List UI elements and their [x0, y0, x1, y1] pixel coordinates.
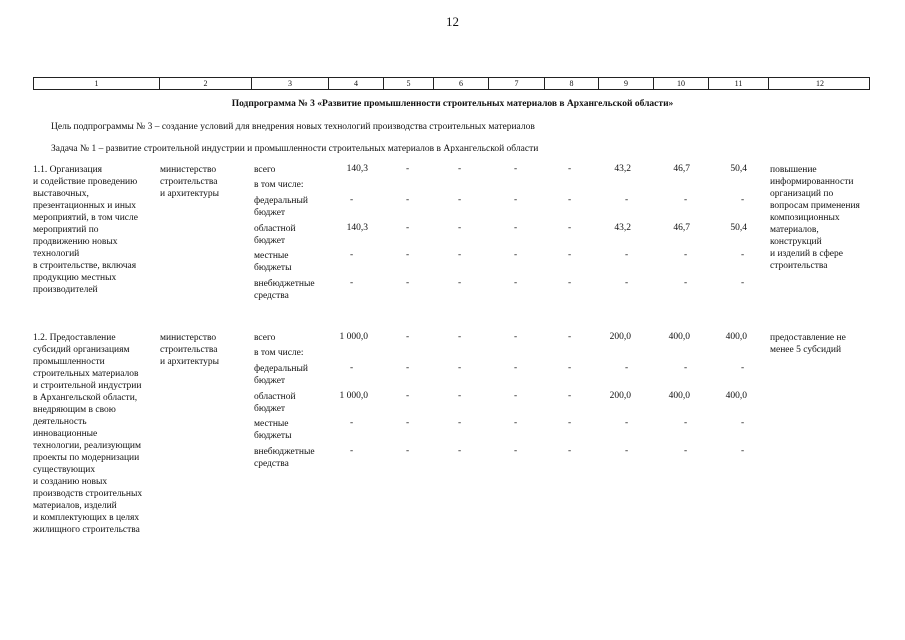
activity-name-line: мероприятий по: [33, 225, 99, 235]
executor-line: и архитектуры: [160, 189, 220, 199]
funding-source-label: областной: [254, 392, 296, 402]
funding-value: -: [406, 195, 410, 205]
funding-value: 400,0: [725, 391, 747, 401]
header-col-2: 2: [159, 78, 251, 89]
funding-value: -: [625, 195, 629, 205]
funding-value: -: [625, 278, 629, 288]
executor-line: строительства: [160, 345, 218, 355]
funding-source-label: внебюджетные: [254, 279, 315, 289]
funding-value: -: [406, 223, 410, 233]
executor-line: строительства: [160, 177, 218, 187]
funding-value: -: [458, 195, 462, 205]
page-number: 12: [446, 14, 459, 29]
activity-name-line: промышленности: [33, 357, 105, 367]
funding-value: 1 000,0: [339, 332, 368, 342]
activity-name-line: продукцию местных: [33, 273, 117, 283]
funding-value: -: [458, 250, 462, 260]
activity-name-line: и комплектующих в целях: [33, 513, 140, 523]
activity-name-line: инновационные: [33, 429, 98, 439]
funding-source-label: бюджет: [254, 376, 286, 386]
funding-source-label: федеральный: [254, 364, 308, 374]
funding-value: -: [350, 446, 354, 456]
funding-value: 200,0: [609, 391, 631, 401]
funding-source-label: бюджеты: [254, 431, 292, 441]
header-col-7: 7: [488, 78, 544, 89]
funding-value: 50,4: [730, 164, 747, 174]
funding-value: -: [514, 250, 518, 260]
funding-value: -: [350, 363, 354, 373]
activity-name-line: в Архангельской области,: [33, 393, 138, 403]
activity-name-line: субсидий организациям: [33, 345, 130, 355]
funding-value: -: [684, 250, 688, 260]
funding-source-label: бюджет: [254, 208, 286, 218]
funding-value: -: [350, 278, 354, 288]
funding-value: -: [406, 363, 410, 373]
funding-value: -: [458, 223, 462, 233]
activity-name-line: выставочных,: [33, 189, 89, 199]
funding-value: -: [684, 195, 688, 205]
activity-name-line: технологий: [33, 249, 80, 259]
funding-value: -: [514, 164, 518, 174]
funding-source-label: в том числе:: [254, 348, 304, 358]
funding-value: -: [568, 418, 572, 428]
funding-source-label: местные: [254, 419, 289, 429]
funding-source-label: всего: [254, 165, 276, 175]
funding-value: -: [568, 195, 572, 205]
funding-value: -: [741, 195, 745, 205]
funding-value: 43,2: [614, 164, 631, 174]
funding-value: 1 000,0: [339, 391, 368, 401]
funding-value: -: [568, 391, 572, 401]
funding-source-label: бюджет: [254, 404, 286, 414]
activity-name-line: технологии, реализующим: [33, 441, 142, 451]
funding-value: -: [350, 195, 354, 205]
funding-value: -: [568, 278, 572, 288]
funding-value: -: [568, 363, 572, 373]
funding-value: 200,0: [609, 332, 631, 342]
expected-result-line: материалов,: [770, 225, 819, 235]
header-col-8: 8: [544, 78, 598, 89]
funding-value: -: [350, 250, 354, 260]
funding-value: -: [625, 363, 629, 373]
activity-name-line: в строительстве, включая: [33, 261, 137, 271]
funding-value: -: [514, 195, 518, 205]
funding-value: -: [568, 164, 572, 174]
funding-value: -: [568, 446, 572, 456]
funding-value: -: [458, 391, 462, 401]
funding-value: 140,3: [346, 223, 368, 233]
funding-value: -: [625, 418, 629, 428]
funding-value: -: [568, 223, 572, 233]
activity-name-line: мероприятий, в том числе: [33, 213, 138, 223]
funding-value: -: [458, 164, 462, 174]
activity-name-line: продвижению новых: [33, 237, 118, 247]
expected-result-line: конструкций: [770, 237, 822, 247]
expected-result-line: организаций по: [770, 189, 834, 199]
funding-value: -: [350, 418, 354, 428]
header-col-11: 11: [708, 78, 768, 89]
header-col-4: 4: [328, 78, 383, 89]
funding-value: -: [406, 418, 410, 428]
funding-value: -: [514, 278, 518, 288]
funding-value: -: [741, 363, 745, 373]
activity-name-line: жилищного строительства: [33, 525, 140, 535]
expected-result-line: композиционных: [770, 213, 840, 223]
funding-value: -: [406, 278, 410, 288]
funding-value: -: [514, 391, 518, 401]
funding-value: 400,0: [725, 332, 747, 342]
activity-name-line: проекты по модернизации: [33, 453, 140, 463]
funding-value: -: [741, 278, 745, 288]
funding-value: -: [568, 250, 572, 260]
activity-name-line: и строительной индустрии: [33, 381, 142, 391]
funding-value: -: [406, 391, 410, 401]
expected-result-line: строительства: [770, 261, 828, 271]
funding-value: -: [625, 446, 629, 456]
activity-name-line: презентационных и иных: [33, 201, 137, 211]
funding-source-label: средства: [254, 291, 289, 301]
funding-source-label: средства: [254, 459, 289, 469]
funding-value: -: [684, 446, 688, 456]
funding-value: -: [741, 250, 745, 260]
header-col-12: 12: [768, 78, 871, 89]
activity-name-line: и содействие проведению: [33, 177, 138, 187]
expected-result-line: повышение: [770, 165, 817, 175]
funding-value: 50,4: [730, 223, 747, 233]
funding-value: -: [406, 250, 410, 260]
expected-result-line: предоставление не: [770, 333, 846, 343]
funding-source-label: местные: [254, 251, 289, 261]
funding-value: -: [458, 278, 462, 288]
funding-value: -: [458, 418, 462, 428]
activity-name-line: производств строительных: [33, 489, 143, 499]
funding-value: -: [684, 278, 688, 288]
funding-source-label: внебюджетные: [254, 447, 315, 457]
expected-result-line: менее 5 субсидий: [770, 345, 842, 355]
activity-name-line: 1.2. Предоставление: [33, 333, 116, 343]
header-col-10: 10: [653, 78, 708, 89]
funding-value: -: [741, 446, 745, 456]
expected-result-line: вопросам применения: [770, 201, 860, 211]
activity-name-line: деятельность: [33, 417, 87, 427]
activity-name-line: материалов, изделий: [33, 501, 117, 511]
activity-name-line: существующих: [33, 465, 96, 475]
funding-value: -: [458, 446, 462, 456]
header-col-9: 9: [598, 78, 653, 89]
funding-source-label: федеральный: [254, 196, 308, 206]
funding-value: -: [458, 332, 462, 342]
column-number-header: [33, 77, 870, 90]
funding-source-label: областной: [254, 224, 296, 234]
funding-source-label: бюджет: [254, 236, 286, 246]
funding-value: -: [625, 250, 629, 260]
funding-value: 400,0: [668, 391, 690, 401]
executor-line: министерство: [160, 333, 217, 343]
funding-value: -: [406, 164, 410, 174]
subprogram-goal: Цель подпрограммы № 3 – создание условий для внедрения новых технологий производства строительных материалов: [51, 122, 535, 132]
activity-name-line: производителей: [33, 285, 98, 295]
funding-value: -: [741, 418, 745, 428]
header-col-1: 1: [94, 79, 99, 88]
funding-value: -: [406, 446, 410, 456]
activity-name-line: 1.1. Организация: [33, 165, 103, 175]
expected-result-line: и изделий в сфере: [770, 249, 843, 259]
activity-name-line: внедряющим в свою: [33, 405, 116, 415]
header-col-3: 3: [251, 78, 328, 89]
funding-value: -: [406, 332, 410, 342]
funding-value: 140,3: [346, 164, 368, 174]
funding-value: -: [514, 446, 518, 456]
activity-name-line: строительных материалов: [33, 369, 139, 379]
funding-value: -: [514, 418, 518, 428]
funding-value: -: [684, 418, 688, 428]
funding-value: -: [458, 363, 462, 373]
funding-value: 43,2: [614, 223, 631, 233]
funding-value: -: [514, 332, 518, 342]
executor-line: и архитектуры: [160, 357, 220, 367]
subprogram-title: Подпрограмма № 3 «Развитие промышленности строительных материалов в Архангельской области»: [231, 99, 674, 109]
executor-line: министерство: [160, 165, 217, 175]
funding-value: -: [568, 332, 572, 342]
expected-result-line: информированности: [770, 177, 854, 187]
funding-value: -: [514, 223, 518, 233]
funding-source-label: всего: [254, 333, 276, 343]
funding-value: 400,0: [668, 332, 690, 342]
subprogram-task: Задача № 1 – развитие строительной индустрии и промышленности строительных материалов в Архангельской области: [51, 144, 539, 154]
funding-value: -: [514, 363, 518, 373]
header-col-6: 6: [433, 78, 488, 89]
funding-value: 46,7: [673, 164, 690, 174]
funding-source-label: в том числе:: [254, 180, 304, 190]
activity-name-line: и созданию новых: [33, 477, 108, 487]
funding-value: 46,7: [673, 223, 690, 233]
header-col-5: 5: [383, 78, 433, 89]
funding-value: -: [684, 363, 688, 373]
funding-source-label: бюджеты: [254, 263, 292, 273]
